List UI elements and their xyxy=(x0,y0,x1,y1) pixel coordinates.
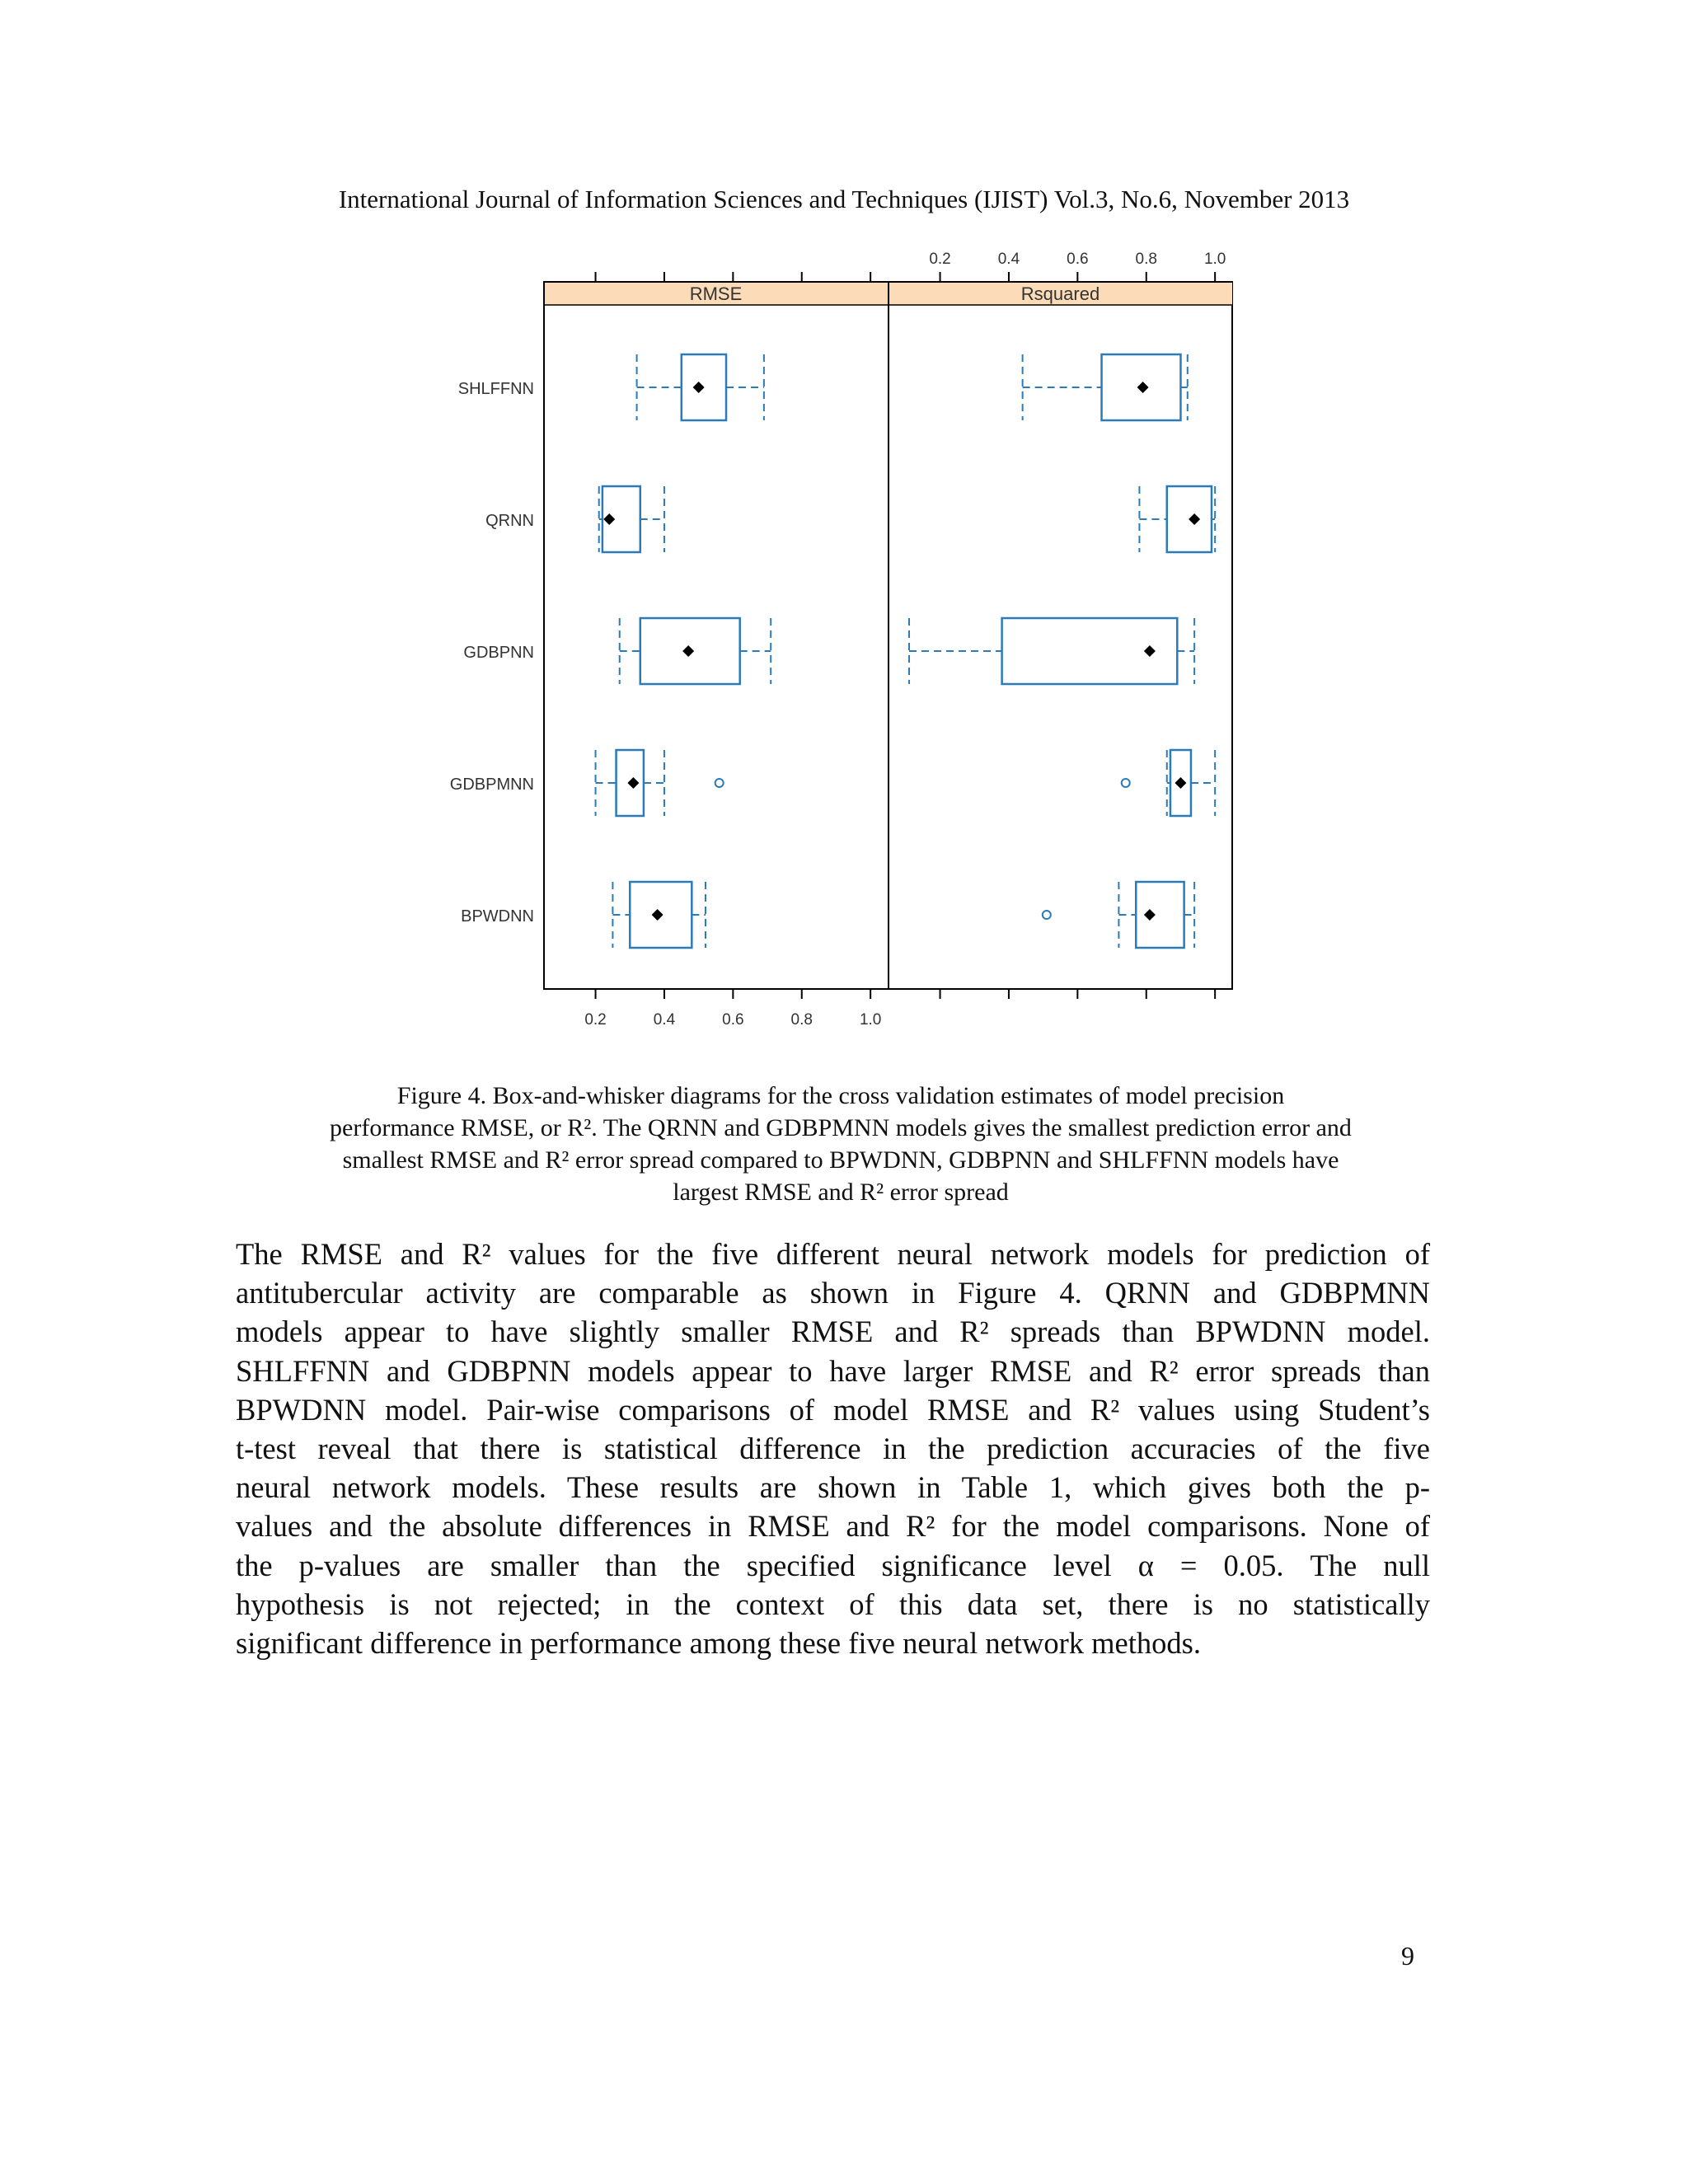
box xyxy=(1136,882,1184,948)
tick-label: 0.2 xyxy=(929,251,951,268)
outlier-point xyxy=(1122,779,1130,787)
tick-label: 0.2 xyxy=(584,1011,607,1029)
outlier-point xyxy=(715,779,724,787)
box-whisker-figure xyxy=(0,0,1688,1063)
body-line: neural network models. These results are shown in Table 1, which gives both the p- xyxy=(236,1470,1430,1505)
figure-caption xyxy=(247,1080,1434,1208)
tick-label: 1.0 xyxy=(1203,251,1226,268)
panel-title: RMSE xyxy=(689,284,743,304)
body-paragraph xyxy=(236,1235,1430,1662)
category-label: SHLFFNN xyxy=(457,380,534,398)
tick-label: 0.4 xyxy=(653,1011,676,1029)
body-line: The RMSE and R² values for the five different neural network models for prediction of xyxy=(236,1237,1430,1271)
caption-line: performance RMSE, or R². The QRNN and GDBPMNN models gives the smallest prediction error and xyxy=(330,1114,1352,1141)
journal-header: International Journal of Information Sciences and Techniques (IJIST) Vol.3, No.6, November 2013 xyxy=(338,185,1350,213)
caption-line: largest RMSE and R² error spread xyxy=(673,1179,1009,1206)
category-label: GDBPNN xyxy=(463,644,534,662)
body-line: models appear to have slightly smaller RMSE and R² spreads than BPWDNN model. xyxy=(236,1315,1430,1349)
body-line: SHLFFNN and GDBPNN models appear to have larger RMSE and R² error spreads than xyxy=(236,1353,1430,1388)
category-label: QRNN xyxy=(485,512,534,530)
outlier-point xyxy=(1043,911,1051,919)
category-label: GDBPMNN xyxy=(449,776,534,794)
category-label: BPWDNN xyxy=(461,907,534,926)
tick-label: 0.6 xyxy=(1067,251,1089,268)
caption-line: Figure 4. Box-and-whisker diagrams for the cross validation estimates of model precision xyxy=(396,1082,1285,1109)
panel-title: Rsquared xyxy=(1020,284,1100,304)
tick-label: 0.8 xyxy=(1135,251,1157,268)
page-number: 9 xyxy=(1401,1941,1414,1971)
tick-label: 0.6 xyxy=(722,1011,744,1029)
tick-label: 1.0 xyxy=(859,1011,882,1029)
body-line: antitubercular activity are comparable as shown in Figure 4. QRNN and GDBPMNN xyxy=(236,1276,1430,1310)
body-line: hypothesis is not rejected; in the context of this data set, there is no statistically xyxy=(236,1586,1430,1621)
body-line: the p-values are smaller than the specified significance level α = 0.05. The null xyxy=(236,1548,1430,1582)
tick-label: 0.4 xyxy=(997,251,1020,268)
tick-label: 0.8 xyxy=(790,1011,813,1029)
body-line: significant difference in performance among these five neural network methods. xyxy=(236,1626,1201,1661)
body-line: values and the absolute differences in RMSE and R² for the model comparisons. None of xyxy=(236,1509,1430,1544)
body-line: t-test reveal that there is statistical difference in the prediction accuracies of the five xyxy=(236,1432,1430,1466)
caption-line: smallest RMSE and R² error spread compared to BPWDNN, GDBPNN and SHLFFNN models have xyxy=(342,1146,1339,1174)
body-line: BPWDNN model. Pair-wise comparisons of model RMSE and R² values using Student’s xyxy=(236,1392,1430,1427)
